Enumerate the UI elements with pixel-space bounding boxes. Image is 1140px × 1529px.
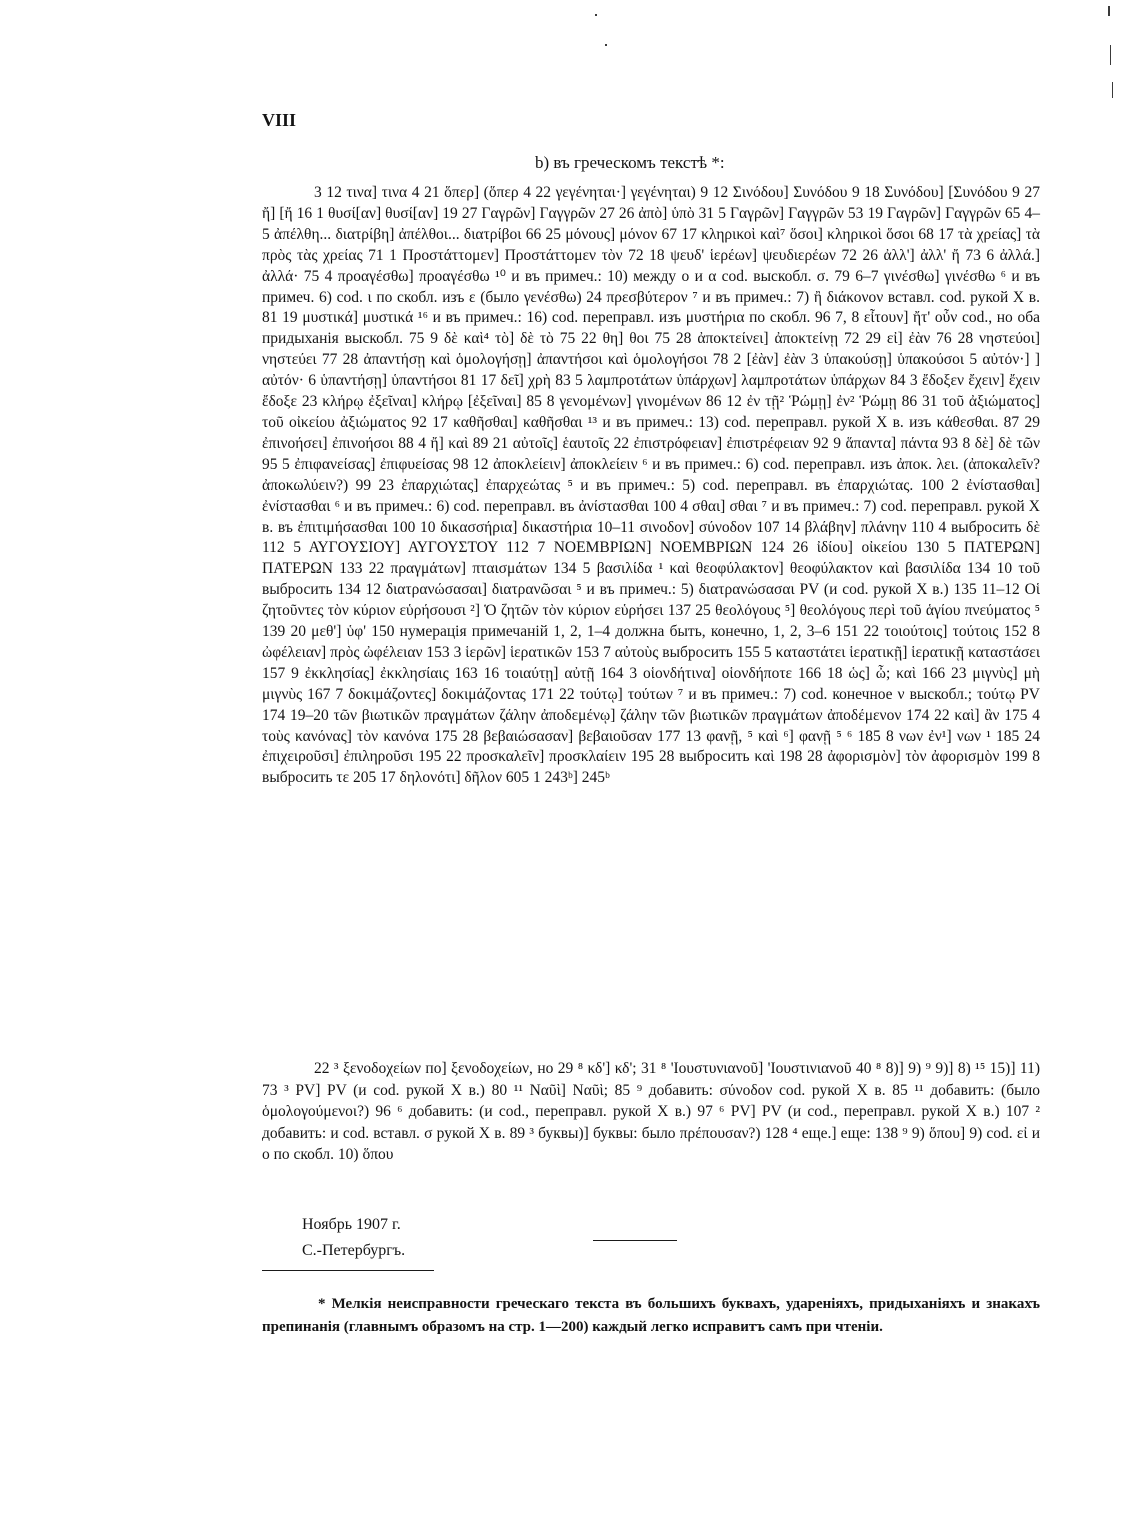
end-rule bbox=[593, 1240, 677, 1241]
dateline bbox=[302, 1212, 405, 1264]
footnote-rule bbox=[262, 1270, 434, 1271]
scan-mark bbox=[1110, 45, 1111, 65]
scan-mark bbox=[605, 44, 607, 46]
place-line: С.-Петербургъ. bbox=[302, 1242, 406, 1259]
section-heading: b) въ греческомъ текстѣ *: bbox=[535, 153, 725, 172]
errata-addenda: 22 ³ ξενοδοχείων по] ξενοδοχείων, но 29 ⁸ κδ'] κδ'; 31 ⁸ 'Ιουστυνιανοῦ] 'Ιουστινιανοῦ 40 ⁸ 8)] 9) ⁹ 9)] 8) ¹⁵ 15)] 11) 73 ³ PV] PV (и cod. рукой X в.) 80 ¹¹ Ναῦὶ] Ναῦὶ; 85 ⁹ добавить: σύνοδον cod. рукой X в. 85 ¹¹ добавить: (было ὁμολογούμενοι?) 96 ⁶ добавить: (и cod., переправл. рукой X в.) 97 ⁶ PV] PV (и cod., переправл. рукой X в.) 107 ² добавить: и cod. вставл. σ рукой X в. 89 ³ буквы)] буквы: было πρέπουσαν?) 128 ⁴ еще.] еще: 138 ⁹ 9) ὅπου] 9) cod. εἰ и ο по скобл. 10) ὅπου bbox=[262, 1060, 1040, 1164]
page-number: VIII bbox=[262, 110, 297, 130]
errata-apparatus: 3 12 τινα] τινα 4 21 ὅπερ] (ὅπερ 4 22 γεγένηται·] γεγένηται) 9 12 Σινόδου] Συνόδου 9 18 Συνόδου] [Συνόδου 9 27 ἤ] [ἤ 16 1 θυσί[αν] θυσί[αν] 19 27 Γαγρῶν] Γαγγρῶν 27 26 ἀπὸ] ὑπὸ 31 5 Γαγρῶν] Γαγγρῶν 53 19 Γαγρῶν] Γαγγρῶν 65 4–5 ἀπέλθη... διατρίβη] ἀπέλθοι... διατρίβοι 66 25 μόνους] μόνον 67 17 κληρικοὶ καὶ⁷ ὅσοι] κληρικοὶ ὅσοι 68 17 τὰ χρείας] τὰ πρὸς τὰς χρείας 71 1 Προστάττομεν] Προστάττομεν τὸν 72 18 ψευδ' ἱερέων] ψευδιερέων 72 26 ἀλλ'] ἀλλ' ἤ 73 6 ἀλλά.] ἀλλά· 75 4 προαγέσθω] προαγέσθω ¹⁰ и въ примеч.: 10) между ο и α cod. выскобл. σ. 79 6–7 γινέσθω] γινέσθω ⁶ и въ примеч. 6) cod. ι по скобл. изъ ε (было γενέσθω) 24 πρεσβύτερον ⁷ и въ примеч.: 7) ἢ διάκονον вставл. cod. рукой X в. 81 19 μυστικά] μυστικά ¹⁶ и въ примеч.: 16) cod. переправл. изъ μυστήρια по скобл. 96 7, 8 εἶτουν] ἤτ' οὖν cod., но оба придыханія выскобл. 75 9 δὲ καὶ⁴ τὸ] δὲ τὸ 75 22 θη] θοι 75 28 ἀποκτείνει] ἀποκτείνῃ 72 29 εἰ] ἐὰν 76 28 νηστεύοι] νηστεύει 77 28 ἀπαντήσῃ καὶ ὁμολογήσῃ] ἀπαντήσοι καὶ ὁμολογήσοι 78 2 [ἐὰν] ἐὰν 3 ὑπακούσῃ] ὑπακούσοι 5 αὐτόν·] ] αὐτόν· 6 ὑπαντήσῃ] ὑπαντήσοι 81 17 δεῖ] χρὴ 83 5 λαμπροτάτων ὑπάρχων] λαμπροτάτων ὑπάρχων 84 3 ἔδοξεν ἔχειν] ἔχειν ἔδοξε 23 κλήρῳ ἐξεῖναι] κλήρῳ [ἐξεῖναι] 85 8 γενομένων] γινομένων 86 12 ἐν τῇ² Ῥώμῃ] ἐν² Ῥώμῃ 86 31 τοῦ ἀξιώματος] τοῦ οἰκείου ἀξιώματος 92 17 καθῆσθαι] καθῆσθαι ¹³ и въ примеч.: 13) cod. переправл. рукой X в. изъ κάθεσθαι. 87 29 ἐπινοήσει] ἐπινοήσοι 88 4 ἤ] καὶ 89 21 αὐτοῖς] ἑαυτοῖς 22 ἐπιστρόφειαν] ἐπιστρέφειαν 92 9 ἅπαντα] πάντα 93 8 δὲ] δὲ τῶν 95 5 ἐπιφανείσας] ἐπιφυείσας 98 12 ἀποκλείειν] ἀποκλείειν ⁶ и въ примеч.: 6) cod. переправл. изъ ἀποκ. λει. (ἀποκαλεῖν? ἀποκωλύειν?) 99 23 ἐπαρχιώτας] ἐπαρχεώτας ⁵ и въ примеч.: 5) cod. переправл. въ ἐπαρχιώτας. 100 2 ἐνίστασθαι] ἐνίστασθαι ⁶ и въ примеч.: 6) cod. переправл. въ ἀνίστασθαι 100 4 σθαι] σθαι ⁷ и въ примеч.: 7) cod. переправл. рукой X в. въ ἐπιτιμήσασθαι 100 10 δικασσήρια] δικαστήρια 10–11 σινοδον] σύνοδον 107 14 βλάβην] πλάνην 110 4 выбросить δὲ 112 5 ΑΥΓΟΥΣΙΟΥ] ΑΥΓΟΥΣΤΟΥ 112 7 ΝΟΕΜΒΡΙΩΝ] ΝΟΕΜΒΡΙΩΝ 124 26 ἰδίου] οἰκείου 130 5 ΠΑΤΕΡΩΝ] ΠΑΤΕΡΩΝ 133 22 πραγμάτων] πταισμάτων 134 5 βασιλίδα ¹ καὶ θεοφύλακτον] θεοφύλακτον καὶ βασιλίδα 134 10 τοῦ выбросить 134 12 διατρανώσασαι] διατρανῶσαι ⁵ и въ примеч.: 5) διατρανώσασαι PV (и cod. рукой X в.) 135 11–12 Οἱ ζητοῦντες τὸν κύριον εὑρήσουσι ²] Ὁ ζητῶν τὸν κύριον εὑρήσει 137 25 θεολόγους ⁵] θεολόγους περὶ τοῦ ἁγίου πνεύματος ⁵ 139 20 μεθ'] ὑφ' 150 нумерація примечаній 1, 2, 1–4 должна быть, конечно, 1, 2, 3–6 151 22 τοιούτοις] τούτοις 152 8 ὠφέλειαν] πρὸς ὠφέλειαν 153 3 ἱερῶν] ἱερατικῶν 153 7 αὐτοὺς выбросить 155 5 καταστάτει ἱερατικῇ] ἱερατικῇ καταστάσει 157 9 ἐκκλησίας] ἐκκλησίαις 163 16 τοιαύτῃ] αὐτῇ 164 3 οἱονδήτινα] οἱονδήποτε 166 18 ὡς] ὦ; καὶ 166 23 μιγνὺς] μὴ μιγνὺς 167 7 δοκιμάζοντες] δοκιμάζοντας 171 22 τούτῳ] τούτων ⁷ и въ примеч.: 7) cod. конечное ν выскобл.; τούτῳ PV 174 19–20 τῶν βιωτικῶν πραγμάτων ζάλην ἀποδεμένῳ] ζάλην τῶν βιωτικῶν πραγμάτων ἀποδέμενον 174 22 καὶ] ἂν 175 4 τοὺς κανόνας] τὸν κανόνα 175 28 βεβαιώσασαν] βεβαιοῦσαν 177 13 φανῇ, ⁵ καὶ ⁶] φανῇ ⁵ ⁶ 185 8 νων ἐν¹] νων ¹ 185 24 ἐπιχειροῦσι] ἐπιληροῦσι 195 22 προσκαλεῖν] προσκλαίειν 195 28 выбросить καὶ 198 28 ἀφορισμὸν] τὸν ἀφορισμὸν 199 8 выбросить τε 205 17 δηλονότι] δῆλον 605 1 243ᵇ] 245ᵇ bbox=[262, 184, 1040, 787]
scan-mark bbox=[1108, 6, 1110, 16]
scan-mark bbox=[595, 14, 597, 16]
date-line: Ноябрь 1907 г. bbox=[302, 1216, 401, 1233]
scan-mark bbox=[1112, 82, 1113, 98]
footnote: * Мелкія неисправности греческаго текста въ большихъ буквахъ, удареніяхъ, придыханіяхъ и знакахъ препинанія (главнымъ образомъ на стр. 1—200) каждый легко исправитъ самъ при чтеніи. bbox=[262, 1296, 1040, 1335]
